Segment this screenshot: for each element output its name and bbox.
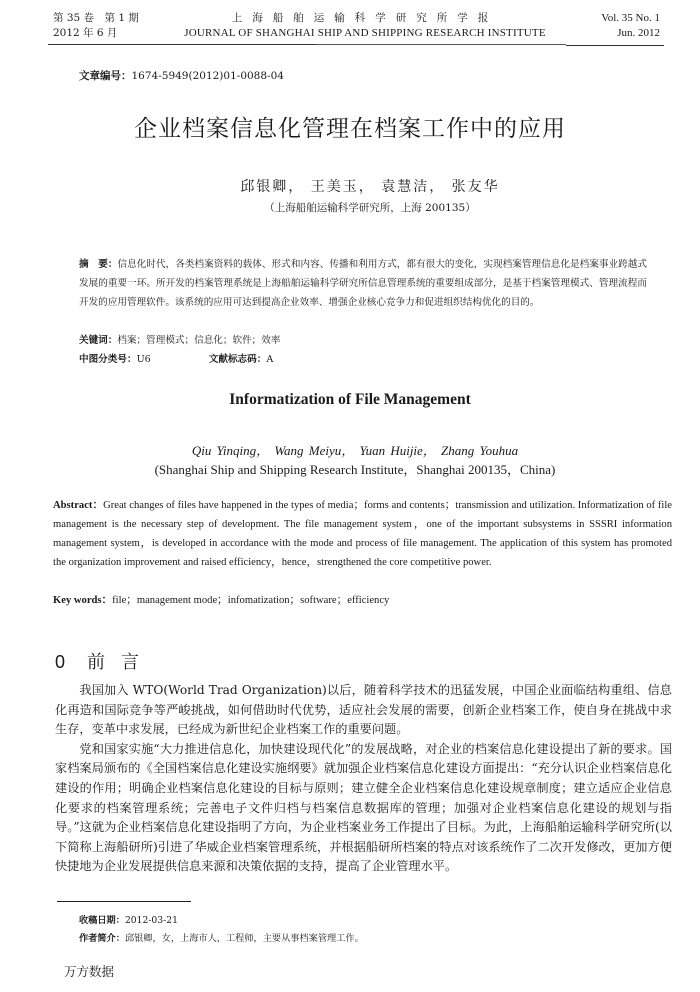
clc-label: 中图分类号： (79, 354, 137, 365)
abstract-cn-label: 摘 要： (79, 259, 118, 270)
footnotes (79, 912, 364, 948)
affiliation-en: (Shanghai Ship and Shipping Research Institute，Shanghai 200135，China) (154, 462, 556, 477)
authors-en: Qiu Yinqing， Wang Meiyu， Yuan Huijie， Zhang Youhua (191, 443, 519, 458)
abstract-en-text: Great changes of files have happened in the types of media；forms and contents；transmission and utilization. Informatization of file management is the necessary step of development. The file management system，one of the important subsystems in SSSRI information management system，is developed in accordance with the mode and process of file management. The application of this system has promoted the organization improvement and raised efficiency，hence，strengthened the core competitive power. (53, 500, 673, 568)
abstract-cn (79, 255, 647, 312)
volume-issue: 第 35 卷 第 1 期 (53, 12, 139, 24)
received-date-label: 收稿日期： (79, 915, 125, 926)
running-header-left (53, 11, 139, 41)
keywords-cn-text: 档案；管理模式；信息化；软件；效率 (117, 335, 281, 346)
body-paragraph: 党和国家实施“大力推进信息化，加快建设现代化”的发展战略，对企业的档案信息化建设提出了新的要求。国家档案局颁布的《全国档案信息化建设实施纲要》就加强企业档案信息化建设方面提出：“充分认识企业档案信息化建设的作用；明确企业档案信息化建设的目标与原则；建立健全企业档案信息化建设规章制度；建立适应企业信息化要求的档案管理系统；完善电子文件归档与档案信息数据库的管理；加强对企业档案信息化建设的规划与指导。”这就为企业档案信息化建设指明了方向，为企业档案业务工作提出了目标。为此，上海船舶运输科学研究所(以下简称上海船研所)引进了华威企业档案管理系统，并根据船研所档案的特点对该系统作了二次开发修改，更加方便快捷地为企业发展提供信息来源和决策依据的支持，提高了企业管理水平。 (55, 741, 672, 874)
header-rule (566, 45, 664, 46)
doc-code-label: 文献标志码： (208, 354, 267, 365)
publication-date-cn: 2012 年 6 月 (53, 27, 118, 39)
affiliation-cn: （上海船舶运输科学研究所，上海 200135） (264, 202, 476, 214)
journal-name-en: JOURNAL OF SHANGHAI SHIP AND SHIPPING RESEARCH INSTITUTE (184, 27, 546, 39)
section-body (55, 681, 672, 877)
publication-date-en: Jun. 2012 (617, 27, 660, 39)
watermark: 万方数据 (64, 964, 115, 979)
header-rule (316, 44, 566, 45)
keywords-en-text: file；management mode；infomatization；software；efficiency (112, 595, 390, 606)
keywords-en-label: Key words： (53, 595, 113, 606)
author-bio-value: 邱银卿，女，上海市人，工程师，主要从事档案管理工作。 (124, 933, 364, 944)
keywords-cn (79, 331, 280, 350)
footnote-rule (57, 901, 191, 902)
volume-en: Vol. 35 No. 1 (601, 12, 660, 24)
section-title: 前言 (87, 652, 156, 673)
section-heading (55, 648, 155, 674)
abstract-en (53, 496, 672, 572)
article-number-value: 1674-5949(2012)01-0088-04 (131, 70, 284, 82)
doc-code-value: A (266, 354, 274, 365)
abstract-en-label: Abstract： (53, 500, 104, 511)
author-bio (79, 930, 364, 948)
abstract-cn-text: 信息化时代，各类档案资料的载体、形式和内容、传播和利用方式，都有很大的变化，实现档案管理信息化是档案事业跨越式发展的重要一环。所开发的档案管理系统是上海船舶运输科学研究所信息管理系统的重要组成部分，是基于档案管理模式、管理流程而开发的应用管理软件。该系统的应用可达到提高企业效率、增强企业核心竞争力和促进组织结构优化的目的。 (79, 259, 648, 308)
article-number (79, 68, 284, 83)
clc-value: U6 (136, 354, 151, 365)
header-rule (48, 44, 316, 45)
paper-title-en: Informatization of File Management (229, 391, 471, 408)
running-header-right (580, 11, 660, 41)
received-date-value: 2012-03-21 (124, 915, 178, 926)
section-number: 0 (55, 652, 66, 672)
classification-line (79, 350, 273, 369)
received-date (79, 912, 364, 930)
keywords-en (53, 591, 389, 610)
authors-cn: 邱银卿， 王美玉， 袁慧洁， 张友华 (240, 179, 500, 195)
keywords-cn-label: 关键词： (79, 335, 118, 346)
journal-name-cn: 上海船舶运输科学研究所学报 (231, 12, 499, 24)
running-header-center (170, 11, 560, 41)
body-paragraph: 我国加入 WTO(World Trad Organization)以后，随着科学技术的迅猛发展，中国企业面临结构重组、信息化再造和国际竞争等严峻挑战，如何借助时代优势，适应社会发展的需要，创新企业档案工作，使自身在挑战中求生存，变革中求发展，已经成为新世纪企业档案工作的重要问题。 (55, 683, 672, 737)
paper-title-cn: 企业档案信息化管理在档案工作中的应用 (134, 116, 566, 142)
author-bio-label: 作者简介： (79, 933, 125, 944)
article-number-label: 文章编号： (79, 70, 132, 82)
